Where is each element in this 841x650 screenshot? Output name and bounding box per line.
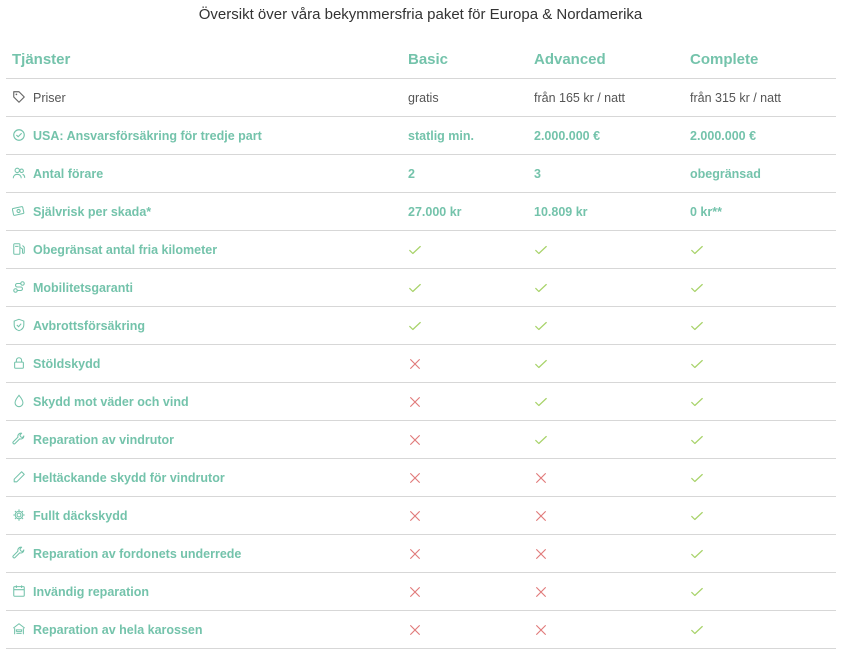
garage-icon bbox=[12, 622, 26, 636]
service-label-cell bbox=[6, 497, 402, 535]
advanced-cell bbox=[528, 383, 684, 421]
complete-cell bbox=[684, 345, 836, 383]
checkmark-icon bbox=[534, 433, 684, 447]
gear-icon bbox=[12, 508, 26, 522]
advanced-cell bbox=[528, 231, 684, 269]
checkmark-icon bbox=[690, 357, 836, 371]
wrench-icon bbox=[12, 432, 26, 446]
service-label-cell bbox=[6, 383, 402, 421]
advanced-cell bbox=[528, 535, 684, 573]
table-row bbox=[6, 383, 836, 421]
basic-cell bbox=[402, 307, 528, 345]
shield-icon bbox=[12, 318, 26, 332]
wrench-icon bbox=[12, 546, 26, 560]
complete-value: från 315 kr / natt bbox=[684, 79, 836, 117]
complete-cell bbox=[684, 459, 836, 497]
basic-value: statlig min. bbox=[402, 117, 528, 155]
checkmark-icon bbox=[690, 471, 836, 485]
cross-icon bbox=[408, 395, 528, 409]
service-label-cell bbox=[6, 193, 402, 231]
route-icon bbox=[12, 280, 26, 294]
service-label-cell bbox=[6, 269, 402, 307]
checkmark-icon bbox=[408, 319, 528, 333]
basic-cell bbox=[402, 383, 528, 421]
checkmark-icon bbox=[690, 623, 836, 637]
service-label-cell bbox=[6, 231, 402, 269]
checkmark-icon bbox=[690, 547, 836, 561]
complete-value: 0 kr** bbox=[684, 193, 836, 231]
complete-cell bbox=[684, 497, 836, 535]
cross-icon bbox=[408, 509, 528, 523]
table-header-row bbox=[6, 40, 836, 79]
basic-cell bbox=[402, 421, 528, 459]
table-caption: Översikt över våra bekymmersfria paket för Europa & Nordamerika bbox=[198, 6, 643, 23]
cross-icon bbox=[534, 509, 684, 523]
complete-cell bbox=[684, 269, 836, 307]
basic-cell bbox=[402, 497, 528, 535]
service-label-cell bbox=[6, 117, 402, 155]
cross-icon bbox=[408, 585, 528, 599]
complete-cell bbox=[684, 231, 836, 269]
basic-cell bbox=[402, 535, 528, 573]
checkmark-icon bbox=[690, 585, 836, 599]
drop-icon bbox=[12, 394, 26, 408]
advanced-cell bbox=[528, 421, 684, 459]
table-row bbox=[6, 497, 836, 535]
service-label: Priser bbox=[33, 91, 66, 105]
complete-cell bbox=[684, 535, 836, 573]
service-label: Reparation av vindrutor bbox=[33, 433, 174, 447]
checkmark-icon bbox=[690, 319, 836, 333]
service-label-cell bbox=[6, 421, 402, 459]
cross-icon bbox=[534, 623, 684, 637]
advanced-value: 2.000.000 € bbox=[528, 117, 684, 155]
table-row bbox=[6, 535, 836, 573]
header-basic: Basic bbox=[402, 40, 528, 79]
cross-icon bbox=[408, 433, 528, 447]
service-label-cell bbox=[6, 459, 402, 497]
service-label-cell bbox=[6, 573, 402, 611]
basic-cell bbox=[402, 269, 528, 307]
basic-value: 27.000 kr bbox=[402, 193, 528, 231]
basic-cell bbox=[402, 231, 528, 269]
cross-icon bbox=[534, 585, 684, 599]
advanced-value: från 165 kr / natt bbox=[528, 79, 684, 117]
table-row bbox=[6, 117, 836, 155]
complete-cell bbox=[684, 573, 836, 611]
calendar-icon bbox=[12, 584, 26, 598]
service-label-cell bbox=[6, 611, 402, 649]
table-row bbox=[6, 345, 836, 383]
table-row bbox=[6, 611, 836, 649]
cross-icon bbox=[408, 357, 528, 371]
service-label-cell bbox=[6, 535, 402, 573]
service-label: Heltäckande skydd för vindrutor bbox=[33, 471, 225, 485]
basic-cell bbox=[402, 611, 528, 649]
advanced-cell bbox=[528, 459, 684, 497]
cross-icon bbox=[408, 547, 528, 561]
service-label: Självrisk per skada* bbox=[33, 205, 152, 219]
service-label: Stöldskydd bbox=[33, 357, 101, 371]
cross-icon bbox=[534, 547, 684, 561]
advanced-value: 3 bbox=[528, 155, 684, 193]
service-label: Antal förare bbox=[33, 167, 104, 181]
complete-cell bbox=[684, 383, 836, 421]
service-label: Fullt däckskydd bbox=[33, 509, 128, 523]
advanced-cell bbox=[528, 307, 684, 345]
service-label: Mobilitetsgaranti bbox=[33, 281, 134, 295]
checkmark-icon bbox=[690, 433, 836, 447]
service-label-cell bbox=[6, 345, 402, 383]
header-complete: Complete bbox=[684, 40, 836, 79]
basic-cell bbox=[402, 459, 528, 497]
advanced-cell bbox=[528, 269, 684, 307]
pen-icon bbox=[12, 470, 26, 484]
table-row bbox=[6, 421, 836, 459]
cross-icon bbox=[534, 471, 684, 485]
service-label-cell bbox=[6, 155, 402, 193]
cross-icon bbox=[408, 471, 528, 485]
service-label-cell bbox=[6, 79, 402, 117]
service-label: Obegränsat antal fria kilometer bbox=[33, 243, 218, 257]
advanced-cell bbox=[528, 497, 684, 535]
complete-cell bbox=[684, 611, 836, 649]
checkmark-icon bbox=[690, 243, 836, 257]
service-label: Avbrottsförsäkring bbox=[33, 319, 146, 333]
complete-cell bbox=[684, 421, 836, 459]
checkmark-icon bbox=[534, 319, 684, 333]
checkmark-icon bbox=[534, 243, 684, 257]
checkmark-icon bbox=[690, 395, 836, 409]
checkmark-icon bbox=[408, 243, 528, 257]
checkmark-icon bbox=[690, 281, 836, 295]
service-label-cell bbox=[6, 307, 402, 345]
tag-icon bbox=[12, 90, 26, 104]
service-label: USA: Ansvarsförsäkring för tredje part bbox=[33, 129, 262, 143]
checkmark-icon bbox=[690, 509, 836, 523]
complete-cell bbox=[684, 307, 836, 345]
users-icon bbox=[12, 166, 26, 180]
lock-icon bbox=[12, 356, 26, 370]
cross-icon bbox=[408, 623, 528, 637]
advanced-value: 10.809 kr bbox=[528, 193, 684, 231]
basic-value: gratis bbox=[402, 79, 528, 117]
service-label: Invändig reparation bbox=[33, 585, 149, 599]
package-comparison-table bbox=[6, 40, 836, 649]
checkmark-icon bbox=[534, 395, 684, 409]
advanced-cell bbox=[528, 573, 684, 611]
table-row bbox=[6, 459, 836, 497]
table-row bbox=[6, 573, 836, 611]
service-label: Skydd mot väder och vind bbox=[33, 395, 189, 409]
complete-value: 2.000.000 € bbox=[684, 117, 836, 155]
table-row bbox=[6, 79, 836, 117]
table-row bbox=[6, 193, 836, 231]
checkmark-icon bbox=[534, 357, 684, 371]
header-advanced: Advanced bbox=[528, 40, 684, 79]
advanced-cell bbox=[528, 345, 684, 383]
basic-cell bbox=[402, 345, 528, 383]
fuel-icon bbox=[12, 242, 26, 256]
header-services: Tjänster bbox=[6, 40, 402, 79]
service-label: Reparation av hela karossen bbox=[33, 623, 203, 637]
checkmark-icon bbox=[534, 281, 684, 295]
basic-value: 2 bbox=[402, 155, 528, 193]
checkmark-icon bbox=[408, 281, 528, 295]
complete-value: obegränsad bbox=[684, 155, 836, 193]
check-circle-icon bbox=[12, 128, 26, 142]
advanced-cell bbox=[528, 611, 684, 649]
table-row bbox=[6, 269, 836, 307]
basic-cell bbox=[402, 573, 528, 611]
table-row bbox=[6, 307, 836, 345]
service-label: Reparation av fordonets underrede bbox=[33, 547, 242, 561]
money-icon bbox=[12, 204, 26, 218]
table-row bbox=[6, 231, 836, 269]
table-row bbox=[6, 155, 836, 193]
